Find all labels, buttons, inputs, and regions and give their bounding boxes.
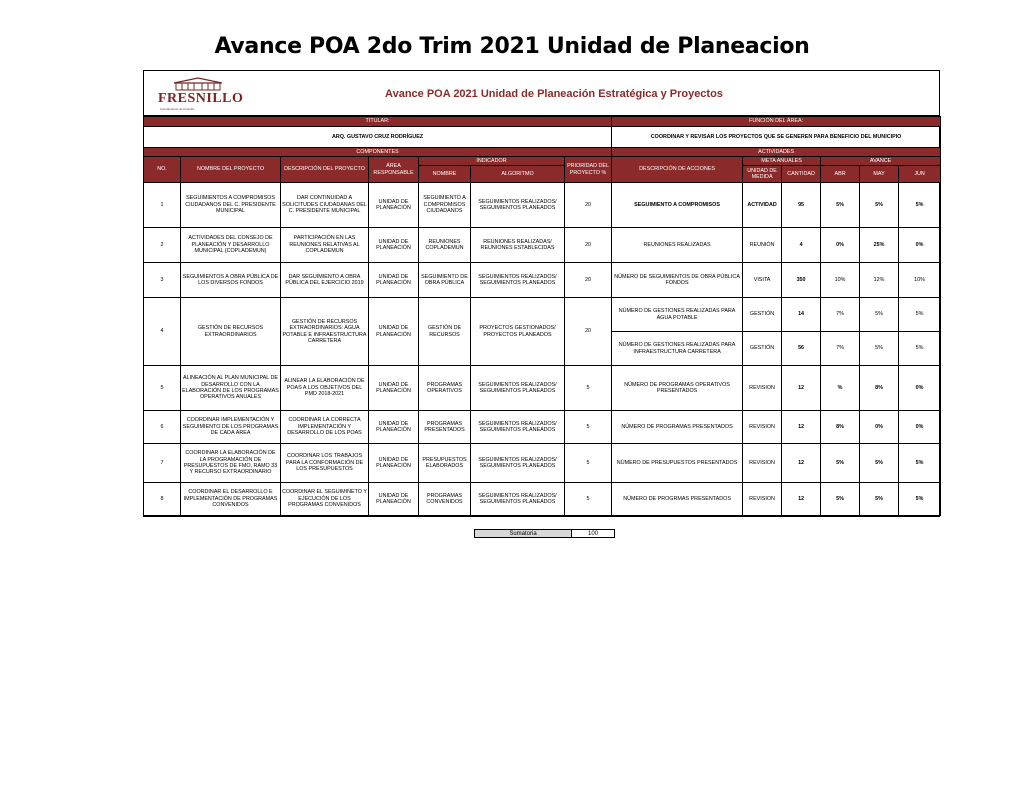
indicador-nombre-header: NOMBRE	[419, 166, 471, 183]
row-accion: NÚMERO DE PRESUPUESTOS PRESENTADOS	[612, 444, 743, 483]
row-may: 5%	[860, 444, 899, 483]
sheet-header	[144, 71, 939, 116]
table-row	[144, 228, 941, 263]
area-header: ÁREA RESPONSABLE	[369, 157, 419, 183]
row-may: 8%	[860, 366, 899, 411]
row-no: 1	[144, 183, 181, 228]
row-indicador: PROGRAMAS CONVENIDOS	[419, 483, 471, 516]
row-no: 2	[144, 228, 181, 263]
row-desc: GESTIÓN DE RECURSOS EXTRAORDINARIOS: AGUA POTABLE E INFRAESTRUCTURA CARRETERA	[281, 298, 369, 366]
poa-table	[143, 116, 941, 516]
row-unidad: VISITA	[743, 263, 782, 298]
row-no: 3	[144, 263, 181, 298]
row-jun: 0%	[899, 411, 941, 444]
row-unidad: REVISION	[743, 411, 782, 444]
row-cantidad: 350	[782, 263, 821, 298]
row-area: UNIDAD DE PLANEACIÓN	[369, 298, 419, 366]
componentes-header: COMPONENTES	[144, 148, 612, 157]
row-no: 7	[144, 444, 181, 483]
avance-header: AVANCE	[821, 157, 941, 166]
row-prioridad: 20	[565, 228, 612, 263]
row-unidad: REVISION	[743, 366, 782, 411]
row-may: 5%	[860, 183, 899, 228]
row-unidad: REVISION	[743, 444, 782, 483]
row-accion: SEGUIMIENTO A COMPROMISOS	[612, 183, 743, 228]
row-area: UNIDAD DE PLANEACIÓN	[369, 183, 419, 228]
row-abr: 10%	[821, 263, 860, 298]
row-desc: COORDINAR LA CORRECTA IMPLEMENTACIÓN Y DESARROLLO DE LOS POAS	[281, 411, 369, 444]
prioridad-header: PRIORIDAD DEL PROYECTO %	[565, 157, 612, 183]
row-nombre: ALINEACIÓN AL PLAN MUNICIPAL DE DESARROLLO CON LA ELABORACIÓN DE LOS PROGRAMAS OPERATIVOS ANUALES	[181, 366, 281, 411]
row-desc: ALINEAR LA ELABORACIÓN DE POAS A LOS OBJETIVOS DEL PMD 2018-2021	[281, 366, 369, 411]
table-row	[144, 411, 941, 444]
row-algoritmo: SEGUIMIENTOS REALIZADOS/ SEGUIMIENTOS PLANEADOS	[471, 444, 565, 483]
row-desc: DAR SEGUIMIENTO A OBRA PÚBLICA DEL EJERCICIO 2019	[281, 263, 369, 298]
row-unidad: GESTIÓN	[743, 332, 782, 366]
actividades-header: ACTIVIDADES	[612, 148, 941, 157]
row-accion: REUNIONES REALIZADAS	[612, 228, 743, 263]
sumatoria-row	[474, 529, 616, 538]
algoritmo-header: ALGORITMO	[471, 166, 565, 183]
row-accion: NÚMERO DE SEGUIMIENTOS DE OBRA PÚBLICA FONDOS	[612, 263, 743, 298]
row-jun: 0%	[899, 366, 941, 411]
row-abr: %	[821, 366, 860, 411]
row-nombre: GESTIÓN DE RECURSOS EXTRAORDINARIOS	[181, 298, 281, 366]
row-unidad: REUNIÓN	[743, 228, 782, 263]
sumatoria-label: Sumatoria	[474, 529, 572, 538]
table-row	[144, 366, 941, 411]
building-icon	[170, 77, 226, 91]
titular-name: ARQ. GUSTAVO CRUZ RODRÍGUEZ	[144, 127, 612, 148]
row-abr: 5%	[821, 483, 860, 516]
fresnillo-logo	[154, 77, 242, 111]
sumatoria-value: 100	[571, 529, 615, 538]
row-desc: DAR CONTINUIDAD A SOLICITUDES CIUDADANAS DEL C. PRESIDENTE MUNICIPAL	[281, 183, 369, 228]
row-indicador: SEGUIMIENTO A COMPROMISOS CIUDADANOS	[419, 183, 471, 228]
row-prioridad: 20	[565, 298, 612, 366]
row-no: 8	[144, 483, 181, 516]
row-desc: PARTICIPACIÓN EN LAS REUNIONES RELATIVAS AL COPLADEMUN	[281, 228, 369, 263]
row-jun: 0%	[899, 228, 941, 263]
row-nombre: SEGUIMIENTOS A OBRA PÚBLICA DE LOS DIVERSOS FONDOS	[181, 263, 281, 298]
row-algoritmo: SEGUIMIENTOS REALIZADOS/ SEGUIMIENTOS PLANEADOS	[471, 263, 565, 298]
row-prioridad: 5	[565, 483, 612, 516]
abr-header: ABR	[821, 166, 860, 183]
table-row	[144, 444, 941, 483]
row-algoritmo: PROYECTOS GESTIONADOS/ PROYECTOS PLANEADOS	[471, 298, 565, 366]
descripcion-acciones-header: DESCRIPCIÓN DE ACCIONES	[612, 157, 743, 183]
row-abr: 7%	[821, 332, 860, 366]
row-jun: 5%	[899, 444, 941, 483]
row-abr: 0%	[821, 228, 860, 263]
row-abr: 5%	[821, 444, 860, 483]
row-prioridad: 5	[565, 366, 612, 411]
row-cantidad: 95	[782, 183, 821, 228]
row-jun: 10%	[899, 263, 941, 298]
row-abr: 5%	[821, 183, 860, 228]
row-unidad: ACTIVIDAD	[743, 183, 782, 228]
row-desc: COORDINAR EL SEGUIMINETO Y EJECUCIÓN DE LOS PROGRAMAS CONVENIDOS	[281, 483, 369, 516]
row-indicador: PROGRAMAS PRESENTADOS	[419, 411, 471, 444]
row-prioridad: 5	[565, 444, 612, 483]
nombre-proyecto-header: NOMBRE DEL PROYECTO	[181, 157, 281, 183]
page-title: Avance POA 2do Trim 2021 Unidad de Planeacion	[214, 34, 810, 59]
row-nombre: COORDINAR IMPLEMENTACIÓN Y SEGUIMIENTO DE LOS PROGRAMAS DE CADA ÁREA	[181, 411, 281, 444]
row-jun: 5%	[899, 332, 941, 366]
row-jun: 5%	[899, 483, 941, 516]
cantidad-header: CANTIDAD	[782, 166, 821, 183]
row-nombre: COORDINAR LA ELABORACIÓN DE LA PROGRAMACIÓN DE PRESUPUESTOS DE FMO, RAMO 33 Y RECURSO EXTRAORDINARIO	[181, 444, 281, 483]
row-abr: 7%	[821, 298, 860, 332]
row-no: 5	[144, 366, 181, 411]
descripcion-proyecto-header: DESCRIPCIÓN DEL PROYECTO	[281, 157, 369, 183]
metas-header: META ANUALES	[743, 157, 821, 166]
row-no: 4	[144, 298, 181, 366]
row-desc: COORDINAR LOS TRABAJOS PARA LA CONFORMACIÓN DE LOS PRESUPUESTOS	[281, 444, 369, 483]
logo-subtitle: Ayuntamiento de Fresnillo	[160, 107, 195, 111]
row-may: 5%	[860, 483, 899, 516]
row-nombre: COORDINAR EL DESARROLLO E IMPLEMENTACIÓN DE PROGRAMAS CONVENIDOS	[181, 483, 281, 516]
row-algoritmo: REUNIONES REALIZADAS/ REUNIONES ESTABLECIDAS	[471, 228, 565, 263]
table-row	[144, 263, 941, 298]
row-area: UNIDAD DE PLANEACIÓN	[369, 411, 419, 444]
row-may: 25%	[860, 228, 899, 263]
row-algoritmo: SEGUIMIENTOS REALIZADOS/ SEGUIMIENTOS PLANEADOS	[471, 411, 565, 444]
row-indicador: SEGUIMIENTO DE OBRA PÚBLICA	[419, 263, 471, 298]
row-indicador: PROGRAMAS OPERATIVOS	[419, 366, 471, 411]
funcion-text: COORDINAR Y REVISAR LOS PROYECTOS QUE SE GENEREN PARA BENEFICIO DEL MUNICIPIO	[612, 127, 941, 148]
row-abr: 8%	[821, 411, 860, 444]
row-unidad: GESTIÓN	[743, 298, 782, 332]
row-algoritmo: SEGUIMIENTOS REALIZADOS/ SEGUIMIENTOS PLANEADOS	[471, 183, 565, 228]
row-accion: NÚMERO DE GESTIONES REALIZADAS PARA AGUA POTABLE	[612, 298, 743, 332]
sheet-title: Avance POA 2021 Unidad de Planeación Estratégica y Proyectos	[385, 88, 723, 100]
table-row	[144, 298, 941, 332]
may-header: MAY	[860, 166, 899, 183]
row-area: UNIDAD DE PLANEACIÓN	[369, 444, 419, 483]
row-prioridad: 20	[565, 263, 612, 298]
row-accion: NÚMERO DE PROGRMAS PRESENTADOS	[612, 483, 743, 516]
table-row	[144, 183, 941, 228]
row-indicador: GESTIÓN DE RECURSOS	[419, 298, 471, 366]
row-nombre: SEGUIMIENTOS A COMPROMISOS CIUDADANOS DEL C. PRESIDENTE MUNICIPAL	[181, 183, 281, 228]
jun-header: JUN	[899, 166, 941, 183]
titular-label: TITULAR:	[144, 117, 612, 127]
row-unidad: REVISION	[743, 483, 782, 516]
row-cantidad: 12	[782, 483, 821, 516]
table-row	[144, 483, 941, 516]
no-header: NO.	[144, 157, 181, 183]
row-indicador: PRESUPUESTOS ELABORADOS	[419, 444, 471, 483]
row-cantidad: 4	[782, 228, 821, 263]
logo-wordmark: FRESNILLO	[158, 91, 244, 106]
row-area: UNIDAD DE PLANEACIÓN	[369, 366, 419, 411]
row-prioridad: 20	[565, 183, 612, 228]
row-algoritmo: SEGUIMIENTOS REALIZADOS/ SEGUIMIENTOS PLANEADOS	[471, 366, 565, 411]
row-jun: 5%	[899, 298, 941, 332]
row-may: 0%	[860, 411, 899, 444]
row-area: UNIDAD DE PLANEACIÓN	[369, 483, 419, 516]
row-cantidad: 12	[782, 411, 821, 444]
row-indicador: REUNIONES COPLADEMUN	[419, 228, 471, 263]
row-accion: NÚMERO DE PROGRAMAS PRESENTADOS	[612, 411, 743, 444]
indicador-header: INDICADOR	[419, 157, 565, 166]
row-cantidad: 56	[782, 332, 821, 366]
unidad-header: UNIDAD DE MEDIDA	[743, 166, 782, 183]
poa-sheet	[143, 70, 940, 517]
funcion-label: FUNCIÓN DEL ÁREA:	[612, 117, 941, 127]
row-may: 5%	[860, 298, 899, 332]
row-nombre: ACTIVIDADES DEL CONSEJO DE PLANEACIÓN Y DESARROLLO MUNICIPAL (COPLADEMUN)	[181, 228, 281, 263]
row-cantidad: 12	[782, 366, 821, 411]
row-no: 6	[144, 411, 181, 444]
row-prioridad: 5	[565, 411, 612, 444]
row-area: UNIDAD DE PLANEACIÓN	[369, 263, 419, 298]
row-jun: 5%	[899, 183, 941, 228]
row-algoritmo: SEGUIMIENTOS REALIZADOS/ SEGUIMIENTOS PLANEADOS	[471, 483, 565, 516]
row-cantidad: 14	[782, 298, 821, 332]
row-area: UNIDAD DE PLANEACIÓN	[369, 228, 419, 263]
row-may: 12%	[860, 263, 899, 298]
row-accion: NÚMERO DE PROGRAMAS OPERATIVOS PRESENTADOS	[612, 366, 743, 411]
row-cantidad: 12	[782, 444, 821, 483]
row-accion: NÚMERO DE GESTIONES REALIZADAS PARA INFRAESTRUCTURA CARRETERA	[612, 332, 743, 366]
row-may: 5%	[860, 332, 899, 366]
